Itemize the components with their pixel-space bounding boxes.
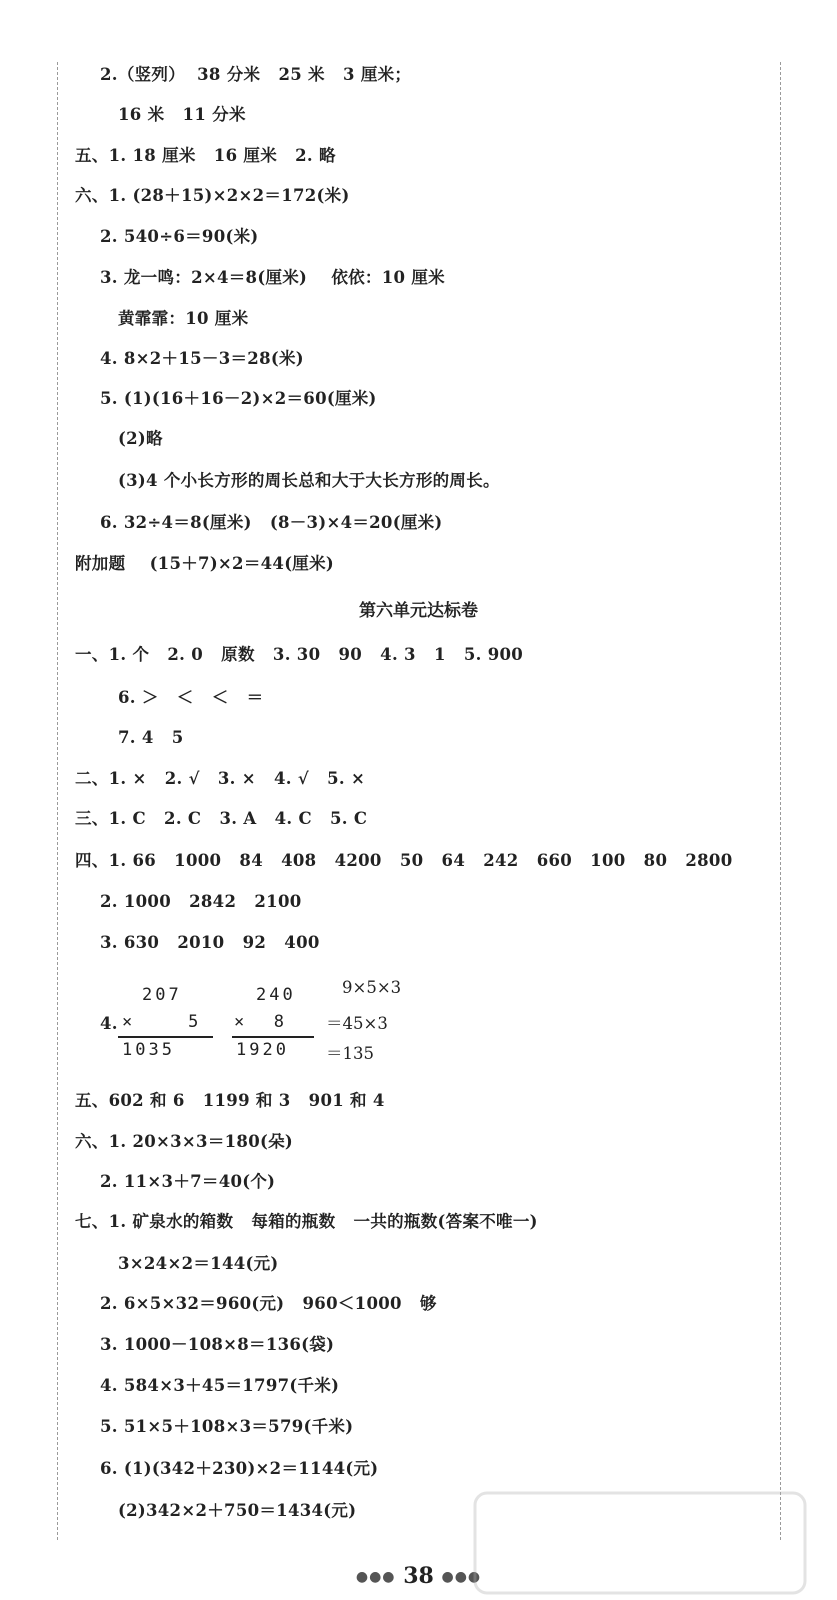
calc-b-multiplier: × 8 [234,1012,287,1032]
answer-line: (2)略 [118,429,163,448]
answer-line: 2. 540÷6＝90(米) [100,227,259,246]
calc-c-line1: 9×5×3 [342,978,402,997]
answer-line: 七、1. 矿泉水的箱数 每箱的瓶数 一共的瓶数(答案不唯一) [75,1212,538,1231]
answer-line: 2. 11×3＋7＝40(个) [100,1172,276,1191]
answer-line: 3×24×2＝144(元) [118,1254,279,1273]
answer-line: 三、1. C 2. C 3. A 4. C 5. C [75,809,368,828]
calc-label: 4. [100,1014,118,1033]
answer-line: (3)4 个小长方形的周长总和大于大长方形的周长。 [118,471,500,490]
answer-line: 六、1. (28＋15)×2×2＝172(米) [75,186,350,205]
page-number-text: 38 [403,1563,434,1589]
calc-a-multiplier: × 5 [122,1012,202,1032]
answer-line: 16 米 11 分米 [118,105,246,124]
answer-line: 四、1. 66 1000 84 408 4200 50 64 242 660 100 80 2800 [75,851,733,870]
answer-line: 6. ＞ ＜ ＜ ＝ [118,688,264,707]
answer-line: 3. 1000－108×8＝136(袋) [100,1335,335,1354]
calc-c-line2: ＝45×3 [326,1014,388,1033]
right-binding-rule [780,62,781,1540]
answer-line: 一、1. 个 2. 0 原数 3. 30 90 4. 3 1 5. 900 [75,645,524,664]
calc-c-line3: ＝135 [326,1044,374,1063]
answer-line: 五、1. 18 厘米 16 厘米 2. 略 [75,146,336,165]
left-binding-rule [57,62,58,1540]
answer-line: 五、602 和 6 1199 和 3 901 和 4 [75,1091,385,1110]
answer-line: 附加题 (15＋7)×2＝44(厘米) [75,554,335,573]
calc-a-top: 207 [142,985,182,1005]
answer-line: 6. (1)(342＋230)×2＝1144(元) [100,1459,379,1478]
calc-b-top: 240 [256,985,296,1005]
answer-line: (2)342×2＋750＝1434(元) [118,1501,357,1520]
answer-line: 二、1. × 2. √ 3. × 4. √ 5. × [75,769,366,788]
answer-line: 2. 6×5×32＝960(元) 960＜1000 够 [100,1294,437,1313]
answer-line: 2.（竖列） 38 分米 25 米 3 厘米； [100,65,412,84]
answer-line: 4. 8×2＋15－3＝28(米) [100,349,304,368]
section-title: 第六单元达标卷 [359,601,478,621]
answer-line: 5. 51×5＋108×3＝579(千米) [100,1417,354,1436]
answer-line: 5. (1)(16＋16－2)×2＝60(厘米) [100,389,377,408]
watermark-logo [470,1488,810,1598]
answer-line: 2. 1000 2842 2100 [100,892,302,911]
answer-line: 六、1. 20×3×3＝180(朵) [75,1132,293,1151]
calc-a-bar [118,1036,213,1038]
answer-line: 6. 32÷4＝8(厘米) (8－3)×4＝20(厘米) [100,513,443,532]
answer-line: 3. 630 2010 92 400 [100,933,320,952]
calc-b-result: 1920 [236,1040,289,1060]
answer-line: 黄霏霏：10 厘米 [118,309,249,328]
answer-line: 4. 584×3＋45＝1797(千米) [100,1376,340,1395]
dots-decoration-right: ●●● [441,1569,482,1585]
answer-line: 7. 4 5 [118,728,184,747]
calc-a-result: 1035 [122,1040,175,1060]
calc-b-bar [232,1036,314,1038]
dots-decoration-left: ●●● [355,1569,396,1585]
answer-line: 3. 龙一鸣：2×4＝8(厘米) 依依：10 厘米 [100,268,445,287]
